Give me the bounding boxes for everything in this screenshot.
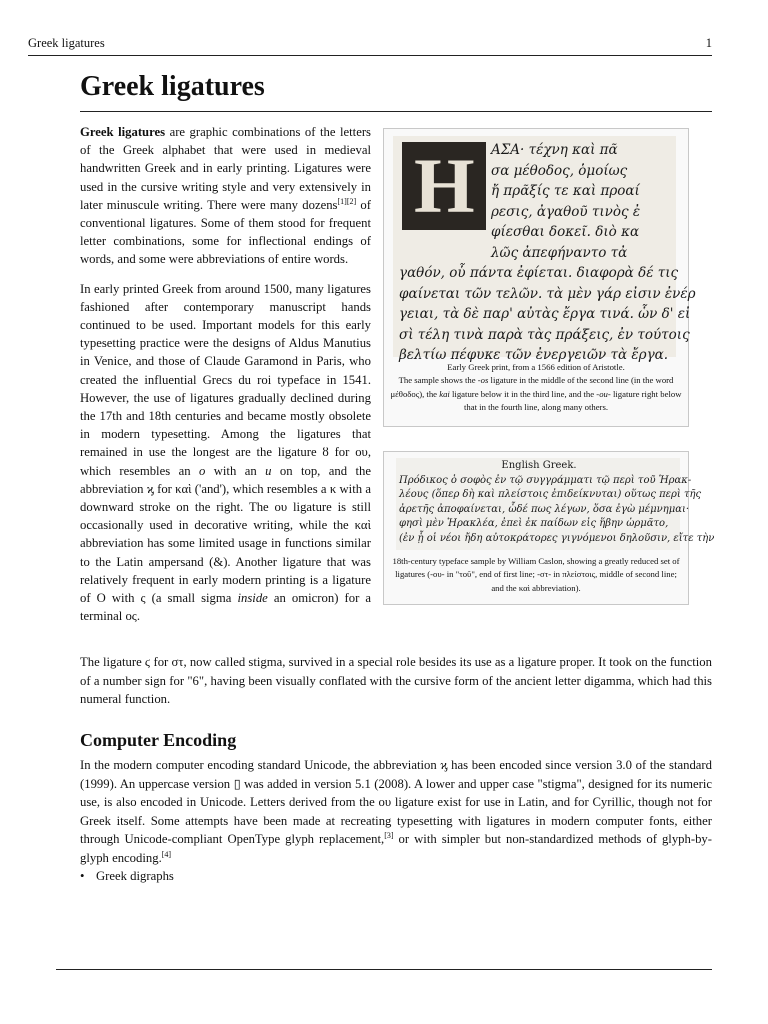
- intro-text-a: are graphic combinations of the letters of the Greek alphabet that were used in medieval handwritten Greek and in early printing. Ligatures were used in the cursive writing style and very extensively in later minuscule writing. There were many dozens: [80, 125, 371, 212]
- encoding-paragraph: [80, 756, 712, 867]
- para2-italic-u: u: [265, 463, 272, 478]
- header-divider: [28, 55, 712, 56]
- see-also-list: [80, 869, 174, 884]
- caslon-header-greek: Greek.: [542, 460, 577, 471]
- citation-4[interactable]: [4]: [161, 849, 172, 859]
- lead-column: [80, 123, 371, 636]
- stigma-paragraph: The ligature ϛ for στ, now called stigma, survived in a special role besides its use as a ligature proper. It took on the function of a number sign for "6", having been visually conflated with the cursive form of the ancient letter digamma, which had this numeral function.: [80, 655, 712, 706]
- intro-text-b: of conventional ligatures. Some of them stood for frequent letter combinations, some for inflectional endings of words, and some were abbreviations of entire words.: [80, 197, 371, 267]
- caslon-sample-image[interactable]: [396, 458, 715, 550]
- fig1-cap-os: -os: [477, 375, 489, 386]
- print-greek-text: ΑΣΑ· τέχνη καὶ πᾶ σα μέθοδος, ὁμοίως ἤ πρᾶξίς τε καὶ προαί ρεσις, ἀγαθοῦ τινὸς ἐ φίεσθαι δοκεῖ. διὸ κα λῶς ἀπεφήναντο τἀ γαθόν, οὗ πάντα ἐφίεται. διαφορὰ δέ τις φαίνεται τῶν τελῶν. τὰ μὲν γάρ εἰσιν ἐνέρ γειαι, τὰ δὲ παρ' αὐτὰς ἔργα τινά. ὧν δ' εἰ σὶ τέλη τινὰ παρὰ τὰς πράξεις, ἐν τούτοις βελτίω πέφυκε τῶν ἐνεργειῶν τὰ ἔργα.: [399, 142, 696, 363]
- encoding-text-b: or with simpler but non-standardized methods of glyph-by-glyph encoding.: [80, 832, 712, 865]
- para2-italic-inside: inside: [237, 591, 268, 606]
- printing-paragraph: [80, 280, 371, 626]
- fig1-cap-a: The sample shows the: [398, 375, 478, 386]
- running-header-title: Greek ligatures: [28, 36, 105, 50]
- encoding-text-a: In the modern computer encoding standard Unicode, the abbreviation ϗ has been encoded since version 3.0 of the standard (1999). An uppercase version ▯ was added in version 5.1 (2008). A lower and upper case "stigma", designed for its numeric use, is also encoded in Unicode. Letters derived from the ου ligature exist for use in Latin, and for Cyrillic, though not for Greek itself. Some attempts have been made at recreating typesetting with ligatures in modern computer fonts, either through Unicode-compliant OpenType glyph replacement,: [80, 758, 712, 846]
- page-title: Greek ligatures: [80, 71, 265, 102]
- citation-1-2[interactable]: [1][2]: [337, 196, 357, 206]
- para2-italic-o: o: [198, 463, 206, 478]
- running-header: [28, 36, 712, 51]
- intro-paragraph: [80, 123, 371, 269]
- intro-bold-term: Greek ligatures: [80, 125, 166, 139]
- fig1-cap-b: ligature in the middle of the second line (in the word μέθοδος), the: [390, 375, 674, 399]
- para2-text-b: with an: [205, 463, 266, 478]
- para2-text-d: an omicron) for a terminal ος.: [80, 591, 371, 624]
- caslon-header: [399, 459, 679, 474]
- figure1-caption-line1: Early Greek print, from a 1566 edition of Aristotle.: [447, 362, 625, 372]
- footer-divider: [56, 969, 712, 970]
- page-number: 1: [705, 36, 712, 50]
- see-also-link-greek-digraphs[interactable]: Greek digraphs: [96, 869, 174, 883]
- fig1-cap-d: ligature right below that in the fourth line, along many others.: [463, 388, 682, 413]
- title-divider: [80, 111, 712, 112]
- aristotle-print-image[interactable]: [393, 136, 696, 363]
- fig1-cap-kai: kai: [439, 388, 450, 399]
- see-also-item[interactable]: [80, 869, 174, 884]
- citation-3[interactable]: [3]: [384, 830, 394, 840]
- caslon-greek-text: English Greek. Πρόδικος ὁ σοφὸς ἐν τῷ συγγράμματι τῷ περὶ τοῦ Ἡρακ- λέους (ὅπερ δὴ καὶ πλείστοις ἐπιδείκνυται) οὕτως περὶ τῆς ἀρετῆς ἀποφαίνεται, ὧδέ πως λέγων, ὅσα ἐγὼ μέμνημαι· φησὶ μὲν Ἡρακλέα, ἐπεὶ ἐκ παίδων εἰς ἥβην ὡρμᾶτο, (ἐν ᾗ οἱ νέοι ἤδη αὐτοκράτορες γιγνόμενοι δηλοῦσιν, εἴτε τὴν: [399, 460, 715, 544]
- figure1-caption-body: [388, 374, 684, 414]
- caslon-header-english: English: [501, 460, 540, 471]
- fig1-cap-ou: -ou-: [596, 388, 611, 399]
- para2-text-a: In early printed Greek from around 1500, many ligatures fashioned after contemporary manuscript hands continued to be used. Important models for this early typesetting practice were the designs of Aldus Manutius in Venice, and those of Claude Garamond in Paris, who created the influential Grecs du roi typeface in 1541. However, the use of ligatures gradually declined during the 17th and 18th centuries and became mostly obsolete in modern typesetting. Among the ligatures that remained in use the longest are the ligature ȣ for ου, which resembles an: [80, 281, 371, 478]
- figure-aristotle-print: [383, 128, 696, 427]
- para2-text-c: on top, and the abbreviation ϗ for καὶ ('and'), which resembles a κ with a downward stroke on the right. The ου ligature is still occasionally used in decorative writing, while the καὶ abbreviation has some limited usage in functions similar to the Latin ampersand (&). Another ligature that was relatively frequent in early modern printing is a ligature of O with ς (a small sigma: [80, 463, 371, 606]
- figure-caslon-sample: [383, 451, 715, 605]
- woodcut-initial: H: [402, 142, 486, 230]
- section-heading-computer-encoding: Computer Encoding: [80, 730, 237, 750]
- fig1-cap-c: ligature below it in the third line, and the: [449, 388, 597, 399]
- figure1-caption: [384, 361, 688, 415]
- figure2-caption: 18th-century typeface sample by William Caslon, showing a greatly reduced set of ligatures (-ου- in "τοῦ", end of first line; -στ- in πλείστοις, middle of second line; and the καὶ abbreviation).: [392, 556, 680, 593]
